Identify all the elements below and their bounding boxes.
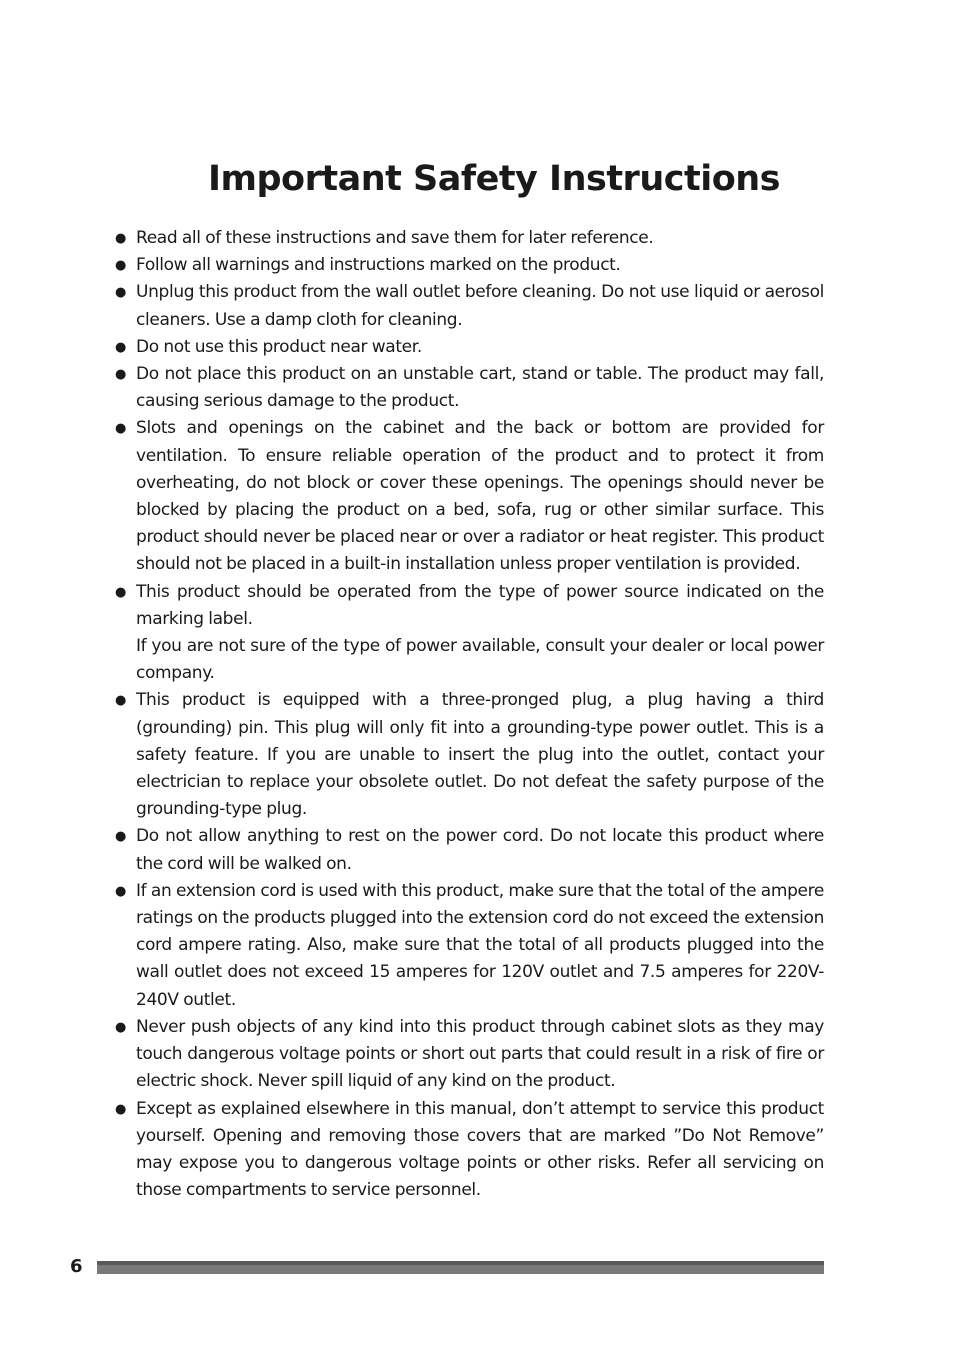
list-item (115, 1096, 824, 1205)
list-item-text: Never push objects of any kind into this product through cabinet slots as they may touch dangerous voltage points or short out parts that could result in a risk of fire or electric shock. Never spill liquid of any kind on the product. (136, 1016, 824, 1092)
list-item-text: Follow all warnings and instructions marked on the product. (136, 255, 621, 276)
bullet-icon: ● (115, 693, 126, 709)
list-item (115, 823, 824, 877)
bullet-icon: ● (115, 339, 126, 355)
bullet-icon: ● (115, 584, 126, 600)
bullet-icon: ● (115, 285, 126, 301)
bullet-icon: ● (115, 231, 126, 246)
bullet-icon: ● (115, 1019, 126, 1035)
page-title: Important Safety Instructions (208, 159, 781, 199)
list-item-text: Unplug this product from the wall outlet before cleaning. Do not use liquid or aerosol cleaners. Use a damp cloth for cleaning. (136, 282, 824, 330)
list-item-text: Do not use this product near water. (136, 336, 422, 357)
bullet-icon: ● (115, 367, 126, 383)
list-item (115, 361, 824, 415)
list-item-text: Do not place this product on an unstable cart, stand or table. The product may fall, causing serious damage to the product. (136, 364, 824, 412)
bullet-icon: ● (115, 258, 126, 274)
list-item (115, 687, 824, 823)
list-item (115, 252, 824, 279)
list-item (115, 1014, 824, 1096)
list-item-text: If an extension cord is used with this product, make sure that the total of the ampere ratings on the products plugged into the extension cord do not exceed the extension cord ampere rating. Also, make sure that the total of all products plugged into the wall outlet does not exceed 15 amperes for 120V outlet and 7.5 amperes for 220V-240V outlet. (136, 880, 824, 1010)
list-item (115, 878, 824, 1014)
safety-instructions-list (115, 225, 824, 1204)
footer-bar (97, 1261, 824, 1274)
list-item-text: Do not allow anything to rest on the power cord. Do not locate this product where the cord will be walked on. (136, 826, 824, 874)
page-number: 6 (70, 1256, 83, 1277)
bullet-icon: ● (115, 883, 126, 899)
bullet-icon: ● (115, 1101, 126, 1117)
list-item (115, 334, 824, 361)
list-item (115, 279, 824, 333)
list-item-text: Read all of these instructions and save them for later reference. (136, 228, 654, 248)
list-item-text: Slots and openings on the cabinet and the back or bottom are provided for ventilation. To ensure reliable operation of the product and to protect it from overheating, do not block or cover these openings. The openings should never be blocked by placing the product on a bed, sofa, rug or other similar surface. This product should never be placed near or over a radiator or heat register. This product should not be placed in a built-in installation unless proper ventilation is provided. (136, 418, 824, 575)
list-item-text: Except as explained elsewhere in this manual, don’t attempt to service this product yourself. Opening and removing those covers that are marked ”Do Not Remove” may expose you to dangerous voltage points or other risks. Refer all servicing on those compartments to service personnel. (136, 1098, 824, 1201)
list-item-text: This product is equipped with a three-pronged plug, a plug having a third (grounding) pin. This plug will only fit into a grounding-type power outlet. This is a safety feature. If you are unable to insert the plug into the outlet, contact your electrician to replace your obsolete outlet. Do not defeat the safety purpose of the grounding-type plug. (136, 690, 824, 820)
list-item (115, 225, 824, 252)
list-item (115, 415, 824, 578)
bullet-icon: ● (115, 421, 126, 437)
list-item (115, 579, 824, 688)
list-item-text: This product should be operated from the type of power source indicated on the marking label. (136, 581, 824, 629)
list-item-text-continued: If you are not sure of the type of power available, consult your dealer or local power company. (136, 636, 824, 684)
bullet-icon: ● (115, 829, 126, 845)
